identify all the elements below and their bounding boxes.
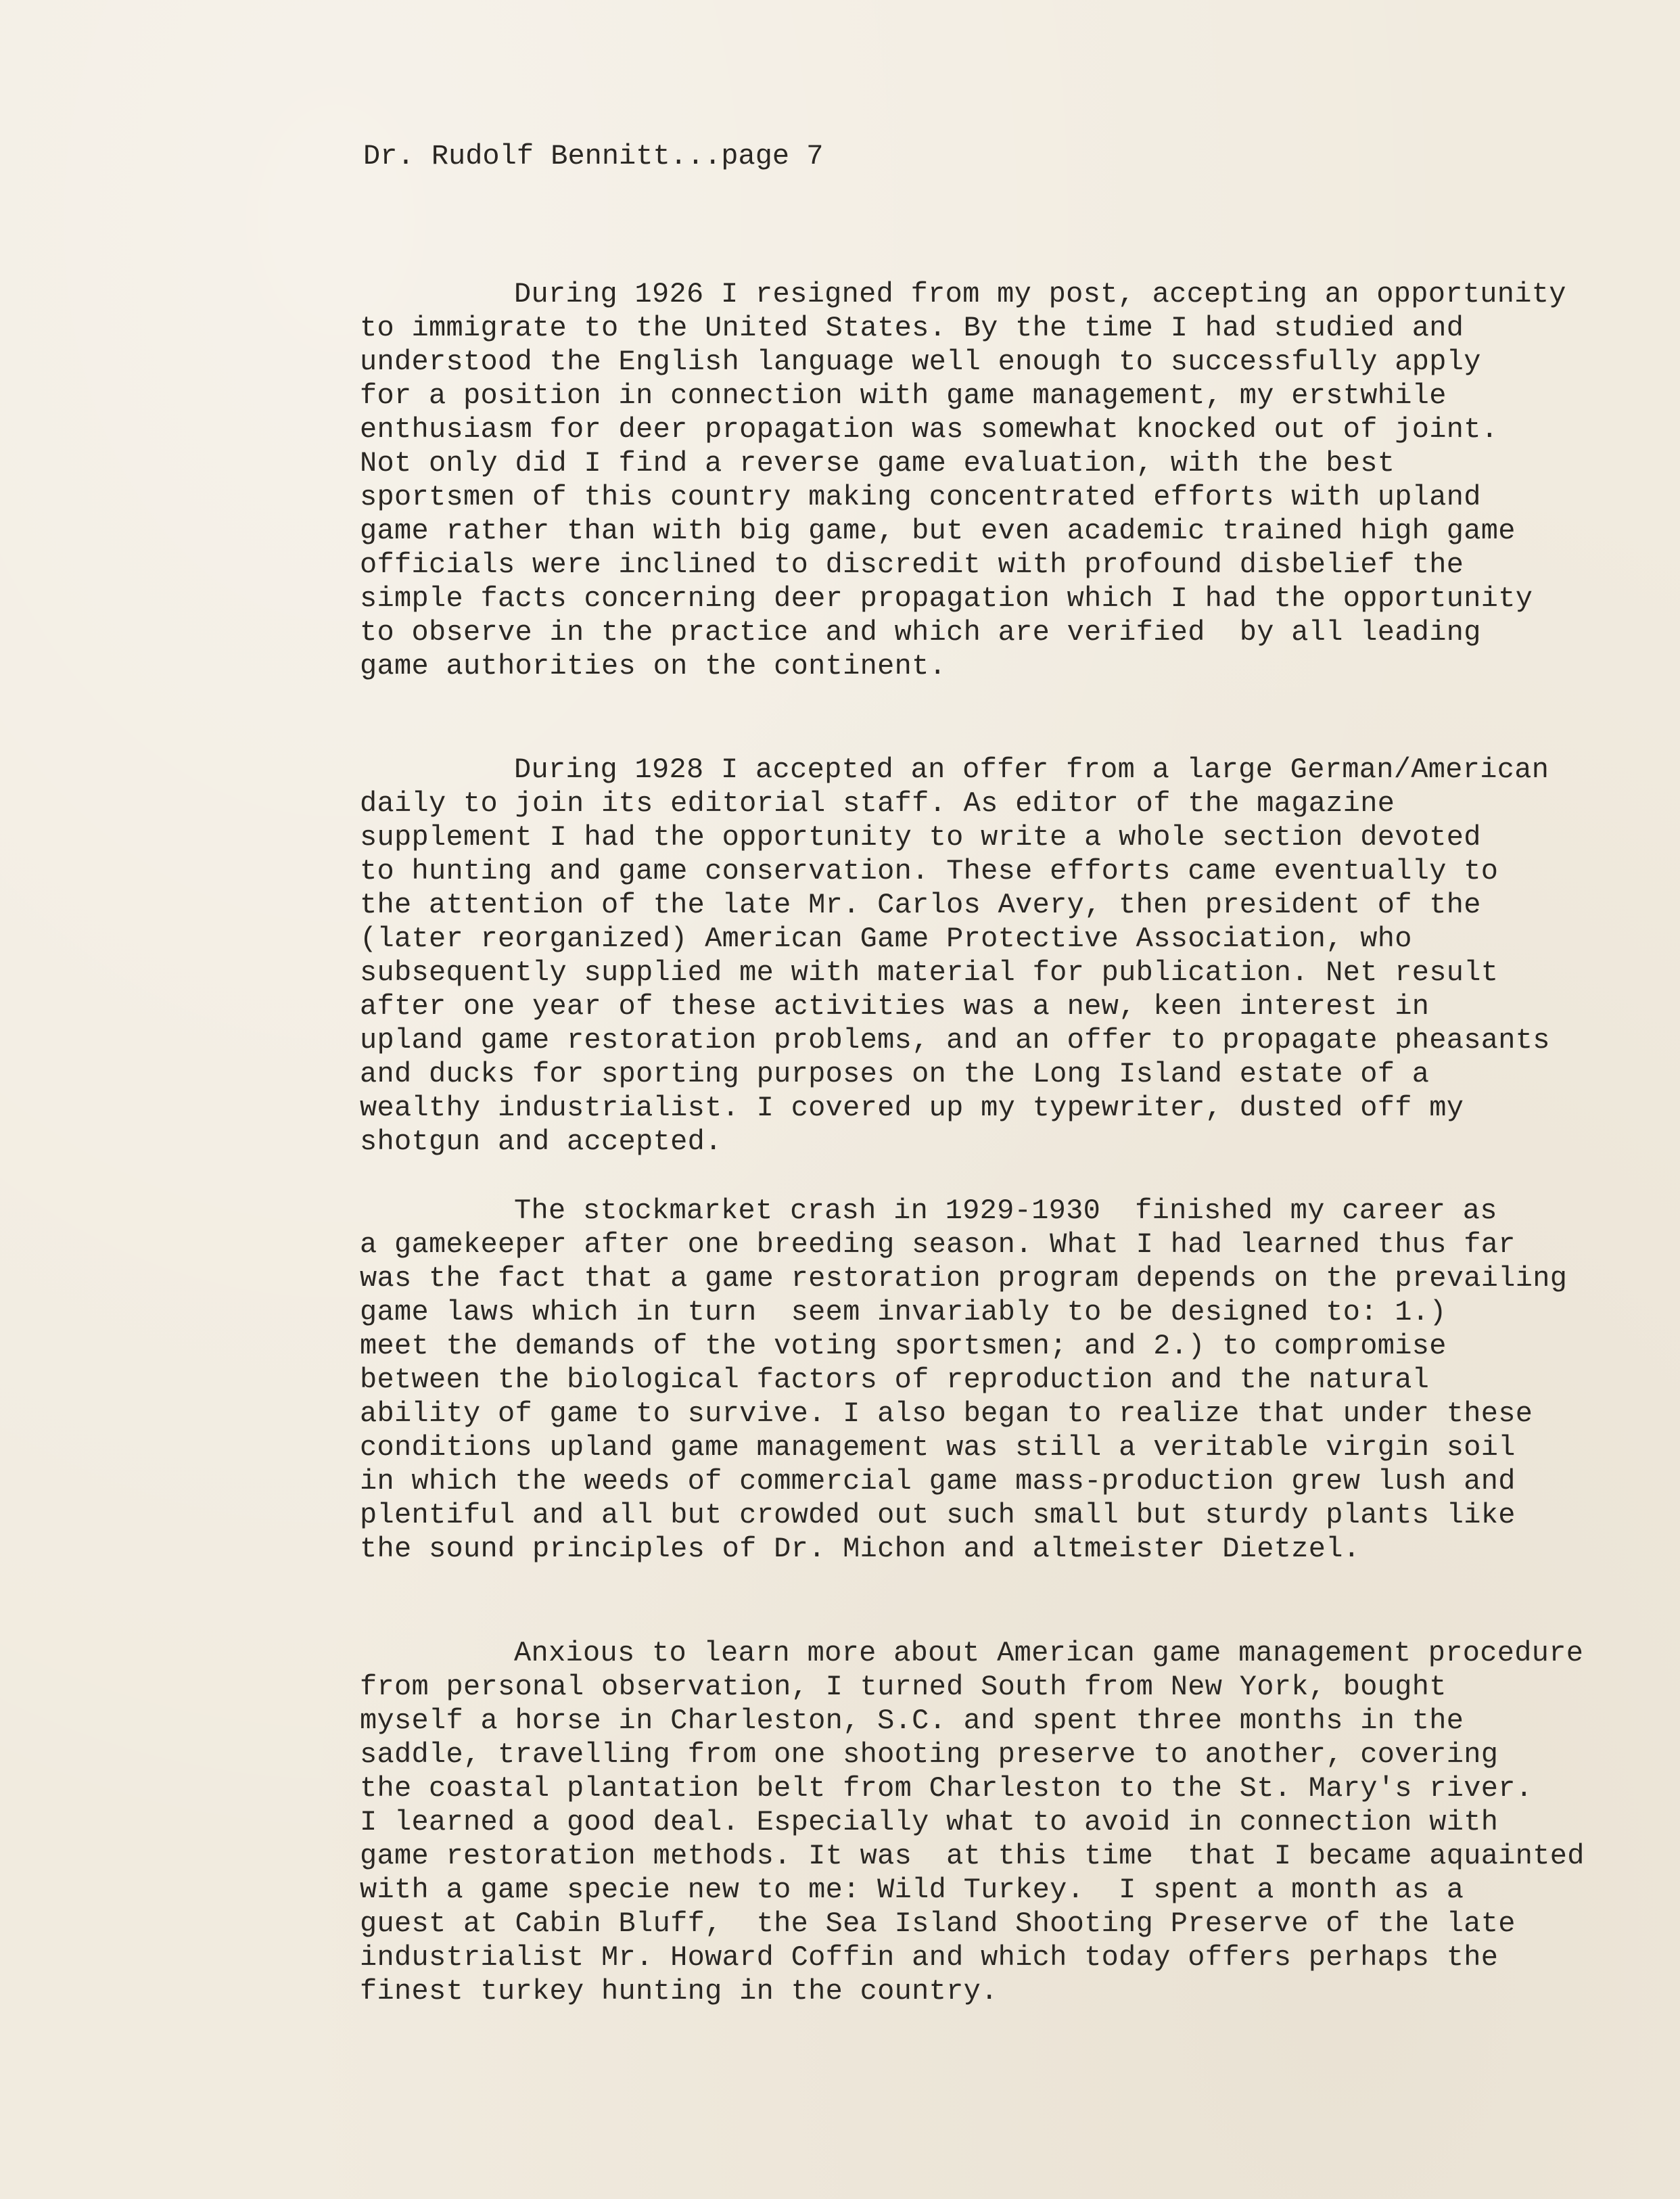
paragraph-1 bbox=[360, 277, 1577, 683]
paragraph-line: officials were inclined to discredit with profound disbelief the bbox=[360, 549, 1464, 581]
paragraph-line: game rather than with big game, but even academic trained high game bbox=[360, 515, 1516, 547]
page-header: Dr. Rudolf Bennitt...page 7 bbox=[363, 140, 824, 172]
paragraph-line: sportsmen of this country making concentrated efforts with upland bbox=[360, 481, 1481, 513]
paragraph-line: meet the demands of the voting sportsmen; and 2.) to compromise bbox=[360, 1330, 1447, 1362]
paragraph-line: simple facts concerning deer propagation which I had the opportunity bbox=[360, 582, 1533, 615]
paragraph-line: (later reorganized) American Game Protective Association, who bbox=[360, 923, 1412, 955]
paragraph-line: myself a horse in Charleston, S.C. and spent three months in the bbox=[360, 1705, 1464, 1737]
paragraph-line: saddle, travelling from one shooting preserve to another, covering bbox=[360, 1738, 1499, 1771]
paragraph-line: enthusiasm for deer propagation was somewhat knocked out of joint. bbox=[360, 413, 1499, 446]
paragraph-line: after one year of these activities was a new, keen interest in bbox=[360, 990, 1430, 1023]
paragraph-line: subsequently supplied me with material for publication. Net result bbox=[360, 956, 1499, 989]
paragraph-line: game authorities on the continent. bbox=[360, 650, 947, 682]
paragraph-line: During 1928 I accepted an offer from a large German/American bbox=[514, 754, 1549, 786]
paragraph-line: a gamekeeper after one breeding season. What I had learned thus far bbox=[360, 1228, 1516, 1261]
paragraph-line: Anxious to learn more about American game management procedure bbox=[514, 1637, 1584, 1669]
paragraph-line: to hunting and game conservation. These efforts came eventually to bbox=[360, 855, 1499, 887]
paragraph-line: the sound principles of Dr. Michon and altmeister Dietzel. bbox=[360, 1533, 1361, 1565]
paragraph-line: game laws which in turn seem invariably to be designed to: 1.) bbox=[360, 1296, 1447, 1328]
paragraph-line: shotgun and accepted. bbox=[360, 1126, 722, 1158]
paragraph-line: I learned a good deal. Especially what to avoid in connection with bbox=[360, 1806, 1499, 1838]
paragraph-line: with a game specie new to me: Wild Turkey. I spent a month as a bbox=[360, 1874, 1464, 1906]
paragraph-3 bbox=[360, 1194, 1577, 1566]
paragraph-line: the attention of the late Mr. Carlos Avery, then president of the bbox=[360, 889, 1481, 921]
paragraph-line: ability of game to survive. I also began to realize that under these bbox=[360, 1397, 1533, 1430]
paragraph-line: and ducks for sporting purposes on the Long Island estate of a bbox=[360, 1058, 1430, 1090]
paragraph-line: upland game restoration problems, and an offer to propagate pheasants bbox=[360, 1024, 1550, 1057]
paragraph-line: between the biological factors of reproduction and the natural bbox=[360, 1364, 1430, 1396]
paragraph-line: plentiful and all but crowded out such small but sturdy plants like bbox=[360, 1499, 1516, 1531]
paragraph-line: Not only did I find a reverse game evaluation, with the best bbox=[360, 447, 1395, 480]
paragraph-line: to immigrate to the United States. By the time I had studied and bbox=[360, 312, 1464, 344]
paragraph-line: for a position in connection with game management, my erstwhile bbox=[360, 379, 1447, 412]
paragraph-line: During 1926 I resigned from my post, accepting an opportunity bbox=[514, 278, 1566, 310]
paragraph-line: game restoration methods. It was at this time that I became aquainted bbox=[360, 1840, 1585, 1872]
paragraph-line: wealthy industrialist. I covered up my typewriter, dusted off my bbox=[360, 1092, 1464, 1124]
paragraph-line: guest at Cabin Bluff, the Sea Island Shooting Preserve of the late bbox=[360, 1907, 1516, 1940]
paragraph-line: in which the weeds of commercial game mass-production grew lush and bbox=[360, 1465, 1516, 1498]
paragraph-line: supplement I had the opportunity to write a whole section devoted bbox=[360, 821, 1481, 854]
paragraph-line: conditions upland game management was still a veritable virgin soil bbox=[360, 1431, 1516, 1464]
paragraph-line: industrialist Mr. Howard Coffin and which today offers perhaps the bbox=[360, 1941, 1499, 1974]
paragraph-line: was the fact that a game restoration program depends on the prevailing bbox=[360, 1262, 1568, 1295]
paragraph-line: The stockmarket crash in 1929-1930 finished my career as bbox=[514, 1195, 1497, 1227]
paragraph-line: understood the English language well enough to successfully apply bbox=[360, 346, 1481, 378]
paragraph-line: the coastal plantation belt from Charleston to the St. Mary's river. bbox=[360, 1772, 1533, 1805]
paragraph-line: daily to join its editorial staff. As editor of the magazine bbox=[360, 787, 1395, 820]
paragraph-line: from personal observation, I turned South from New York, bought bbox=[360, 1671, 1447, 1703]
paragraph-2 bbox=[360, 753, 1577, 1159]
paragraph-line: to observe in the practice and which are verified by all leading bbox=[360, 616, 1481, 649]
paragraph-line: finest turkey hunting in the country. bbox=[360, 1975, 998, 2008]
paragraph-4 bbox=[360, 1636, 1585, 2008]
